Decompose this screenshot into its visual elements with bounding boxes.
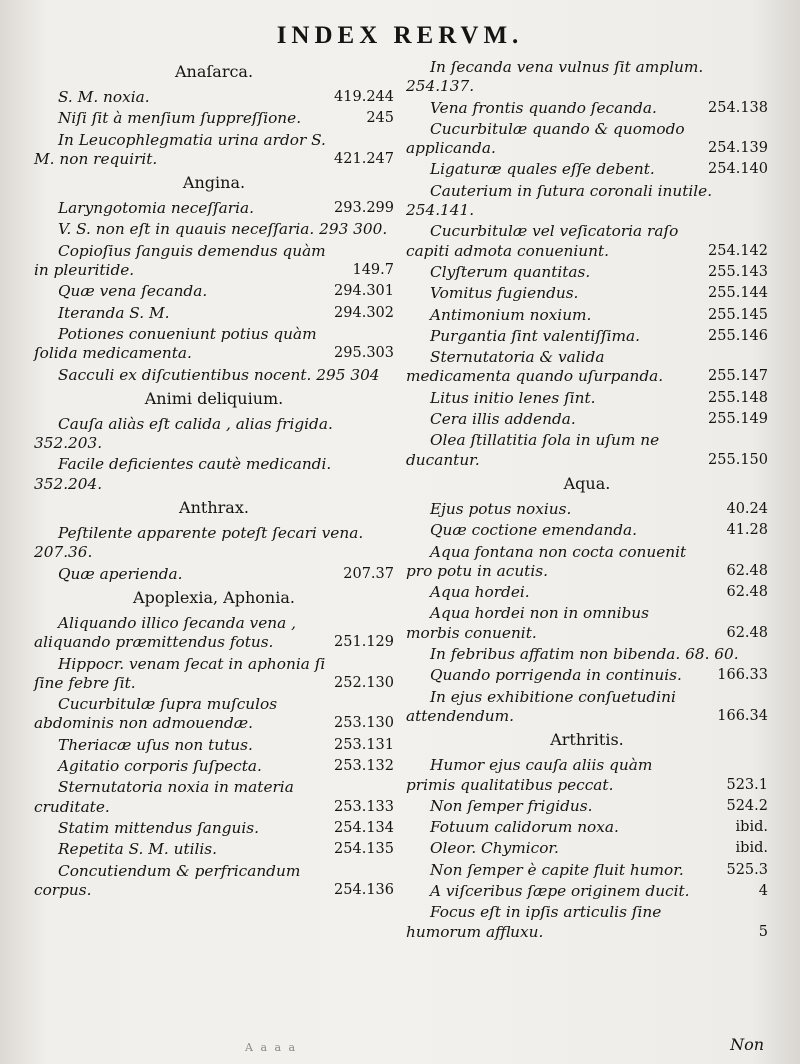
index-entry [406, 120, 768, 159]
index-entry [406, 410, 768, 429]
index-entry [406, 882, 768, 901]
page-reference: 253.133 [334, 798, 394, 815]
index-entry [34, 455, 394, 494]
index-entry [406, 222, 768, 261]
catchword: Non [730, 1035, 764, 1054]
index-entry [34, 88, 394, 107]
page-reference: ibid. [735, 819, 768, 836]
entry-text: Non ſemper frigidus. [430, 796, 593, 815]
index-entry [406, 756, 768, 795]
index-entry [34, 840, 394, 859]
entry-text: Cucurbitulæ vel veſicatoria raſo capiti admota conueniunt. [406, 222, 679, 260]
entry-text: Potiones conueniunt potius quàm ſolida medicamenta. [34, 324, 317, 363]
entry-text: Purgantia ſint valentiſſima. [430, 326, 640, 345]
entry-text: Clyſterum quantitas. [430, 262, 591, 281]
entry-text: Humor ejus cauſa aliis quàm primis qualitatibus peccat. [406, 756, 653, 794]
page-title: INDEX RERVM. [276, 22, 524, 49]
index-entry [34, 325, 394, 364]
index-entry [406, 688, 768, 727]
index-entry [34, 131, 394, 170]
page-reference: 253.131 [334, 736, 394, 753]
page-reference: 255.147 [708, 368, 768, 385]
index-entry [406, 306, 768, 325]
index-entry [34, 565, 394, 584]
entry-text: Quæ vena ſecanda. [58, 282, 208, 301]
index-entry [34, 304, 394, 323]
entry-text: Vena frontis quando ſecanda. [430, 98, 657, 117]
page-reference: 255.145 [708, 306, 768, 323]
page-reference: 253.132 [334, 758, 394, 775]
page-reference: 166.34 [717, 707, 768, 724]
entry-text: V. S. non eſt in quauis neceſſaria. 293 300. [58, 220, 388, 239]
entry-text: Cucurbitulæ quando & quomodo applicanda. [406, 119, 685, 158]
index-entry [34, 109, 394, 128]
page-reference: 245 [366, 110, 394, 127]
index-entry [34, 862, 394, 901]
index-entry [406, 797, 768, 816]
signature-mark: A a a a [245, 1041, 298, 1054]
index-entry [34, 366, 394, 385]
index-entry [406, 160, 768, 179]
entry-text: In ſecanda vena vulnus ſit amplum. 254.137. [406, 58, 704, 96]
index-heading: Animi deliquium. [144, 388, 284, 408]
page-reference: 254.142 [708, 242, 768, 259]
page-reference: 295.303 [334, 345, 394, 362]
entry-text: Sternutatoria noxia in materia cruditate. [34, 778, 294, 816]
page-reference: 254.135 [334, 841, 394, 858]
page-reference: 62.48 [726, 624, 768, 641]
entry-text: Copioſius ſanguis demendus quàm in pleuritide. [34, 241, 326, 280]
entry-text: Quando porrigenda in continuis. [430, 666, 682, 685]
index-entry [34, 819, 394, 838]
page-reference: ibid. [735, 840, 768, 857]
page-reference: 252.130 [334, 674, 394, 691]
index-entry [406, 99, 768, 118]
page-reference: 62.48 [726, 562, 768, 579]
page-reference: 293.299 [334, 200, 394, 217]
page-reference: 525.3 [726, 861, 768, 878]
index-heading: Anthrax. [179, 498, 249, 518]
index-entry [406, 818, 768, 837]
page-reference: 5 [758, 923, 768, 940]
page-reference: 207.37 [343, 565, 394, 582]
index-entry [406, 645, 768, 664]
index-heading: Arthritis. [550, 730, 624, 750]
page-reference: 255.146 [708, 327, 768, 344]
page-reference: 294.302 [334, 304, 394, 321]
page-reference: 4 [758, 882, 768, 899]
page-reference: 149.7 [352, 262, 394, 279]
entry-text: Hippocr. venam ſecat in aphonia ſi ſine febre ſit. [34, 654, 326, 692]
index-entry [34, 655, 394, 694]
index-entry [406, 861, 768, 880]
index-entry [406, 58, 768, 97]
entry-text: Facile deficientes cautè medicandi. 352.204. [34, 455, 332, 493]
index-entry [406, 348, 768, 387]
right-column [406, 58, 768, 944]
entry-text: Laryngotomia neceſſaria. [58, 199, 254, 218]
index-entry [406, 182, 768, 221]
page-reference: 255.144 [708, 285, 768, 302]
index-entry [406, 521, 768, 540]
index-heading: Apoplexia, Aphonia. [133, 587, 295, 607]
page-reference: 255.150 [708, 451, 768, 468]
page-reference: 62.48 [726, 584, 768, 601]
index-entry [34, 242, 394, 281]
index-entry [406, 500, 768, 519]
entry-text: Cera illis addenda. [430, 410, 576, 429]
page-reference: 524.2 [726, 797, 768, 814]
index-entry [34, 778, 394, 817]
entry-text: In ejus exhibitione conſuetudini attendendum. [406, 687, 676, 725]
entry-text: Quæ coctione emendanda. [430, 521, 637, 540]
entry-text: Ligaturæ quales eſſe debent. [430, 160, 655, 179]
entry-text: Ejus potus noxius. [430, 499, 572, 518]
page-reference: 255.148 [708, 389, 768, 406]
index-entry [34, 614, 394, 653]
entry-text: Niſi ſit à menſium ſuppreſſione. [58, 109, 302, 128]
entry-text: Focus eſt in ipſis articulis ſine humorum affluxu. [406, 903, 662, 941]
entry-text: Aqua fontana non cocta conuenit pro potu in acutis. [406, 542, 687, 580]
entry-text: Quæ aperienda. [58, 564, 183, 583]
index-entry [34, 220, 394, 239]
index-entry [406, 583, 768, 602]
page-reference: 254.139 [708, 140, 768, 157]
entry-text: Agitatio corporis ſuſpecta. [58, 757, 262, 776]
entry-text: Statim mittendus ſanguis. [58, 818, 259, 837]
index-heading: Aqua. [563, 473, 611, 493]
entry-text: Aqua hordei non in omnibus morbis conuenit. [406, 604, 649, 642]
page-reference: 254.140 [708, 161, 768, 178]
entry-text: Aliquando illico ſecanda vena , aliquando præmittendus fotus. [34, 613, 296, 652]
entry-text: Sacculi ex diſcutientibus nocent. 295 304 [58, 365, 380, 384]
page-reference: 40.24 [726, 500, 768, 517]
index-entry [406, 666, 768, 685]
page-reference: 255.149 [708, 411, 768, 428]
entry-text: Olea ſtillatitia ſola in uſum ne ducantur. [406, 431, 660, 469]
index-entry [34, 736, 394, 755]
entry-text: Cucurbitulæ ſupra muſculos abdominis non admouendæ. [34, 695, 278, 733]
entry-text: Concutiendum & perfricandum corpus. [34, 861, 301, 899]
index-heading: Anaſarca. [174, 62, 254, 81]
left-column [34, 58, 394, 902]
page-reference: 41.28 [726, 522, 768, 539]
entry-text: Theriacæ uſus non tutus. [58, 735, 253, 754]
page-reference: 253.130 [334, 715, 394, 732]
index-entry [34, 199, 394, 218]
index-entry [34, 757, 394, 776]
page-reference: 254.136 [334, 881, 394, 898]
index-entry [34, 282, 394, 301]
entry-text: A viſceribus ſæpe originem ducit. [430, 881, 690, 900]
index-entry [406, 604, 768, 643]
index-entry [34, 415, 394, 454]
entry-text: Cauterium in ſutura coronali inutile. 254.141. [406, 181, 713, 220]
index-entry [406, 327, 768, 346]
index-entry [406, 431, 768, 470]
entry-text: Aqua hordei. [430, 583, 530, 602]
index-entry [406, 839, 768, 858]
page-reference: 294.301 [334, 283, 394, 300]
entry-text: Fotuum calidorum noxa. [430, 818, 619, 837]
index-entry [406, 543, 768, 582]
page-reference: 254.138 [708, 99, 768, 116]
entry-text: Sternutatoria & valida medicamenta quando uſurpanda. [406, 348, 664, 386]
index-entry [34, 524, 394, 563]
entry-text: In Leucophlegmatia urina ardor S. M. non requirit. [34, 130, 326, 168]
entry-text: Litus initio lenes ſint. [430, 388, 596, 407]
entry-text: Repetita S. M. utilis. [58, 840, 218, 859]
page-reference: 166.33 [717, 667, 768, 684]
page-reference: 251.129 [334, 634, 394, 651]
page-reference: 523.1 [726, 776, 768, 793]
entry-text: Peſtilente apparente poteſt ſecari vena. 207.36. [34, 524, 364, 562]
page-reference: 254.134 [334, 819, 394, 836]
entry-text: Iteranda S. M. [58, 303, 170, 322]
index-entry [406, 903, 768, 942]
entry-text: In febribus affatim non bibenda. 68. 60. [430, 645, 739, 664]
page-reference: 255.143 [708, 263, 768, 280]
index-heading: Angina. [182, 173, 246, 193]
index-entry [406, 284, 768, 303]
entry-text: Cauſa aliàs eſt calida , alias frigida. 352.203. [34, 414, 333, 453]
entry-text: Vomitus fugiendus. [430, 284, 579, 303]
entry-text: S. M. noxia. [58, 88, 150, 106]
page-reference: 419.244 [334, 89, 394, 105]
index-entry [406, 389, 768, 408]
index-entry [34, 695, 394, 734]
entry-text: Oleor. Chymicor. [430, 839, 559, 858]
entry-text: Antimonium noxium. [430, 305, 592, 324]
entry-text: Non ſemper è capite fluit humor. [430, 860, 684, 879]
index-entry [406, 263, 768, 282]
page-reference: 421.247 [334, 150, 394, 167]
